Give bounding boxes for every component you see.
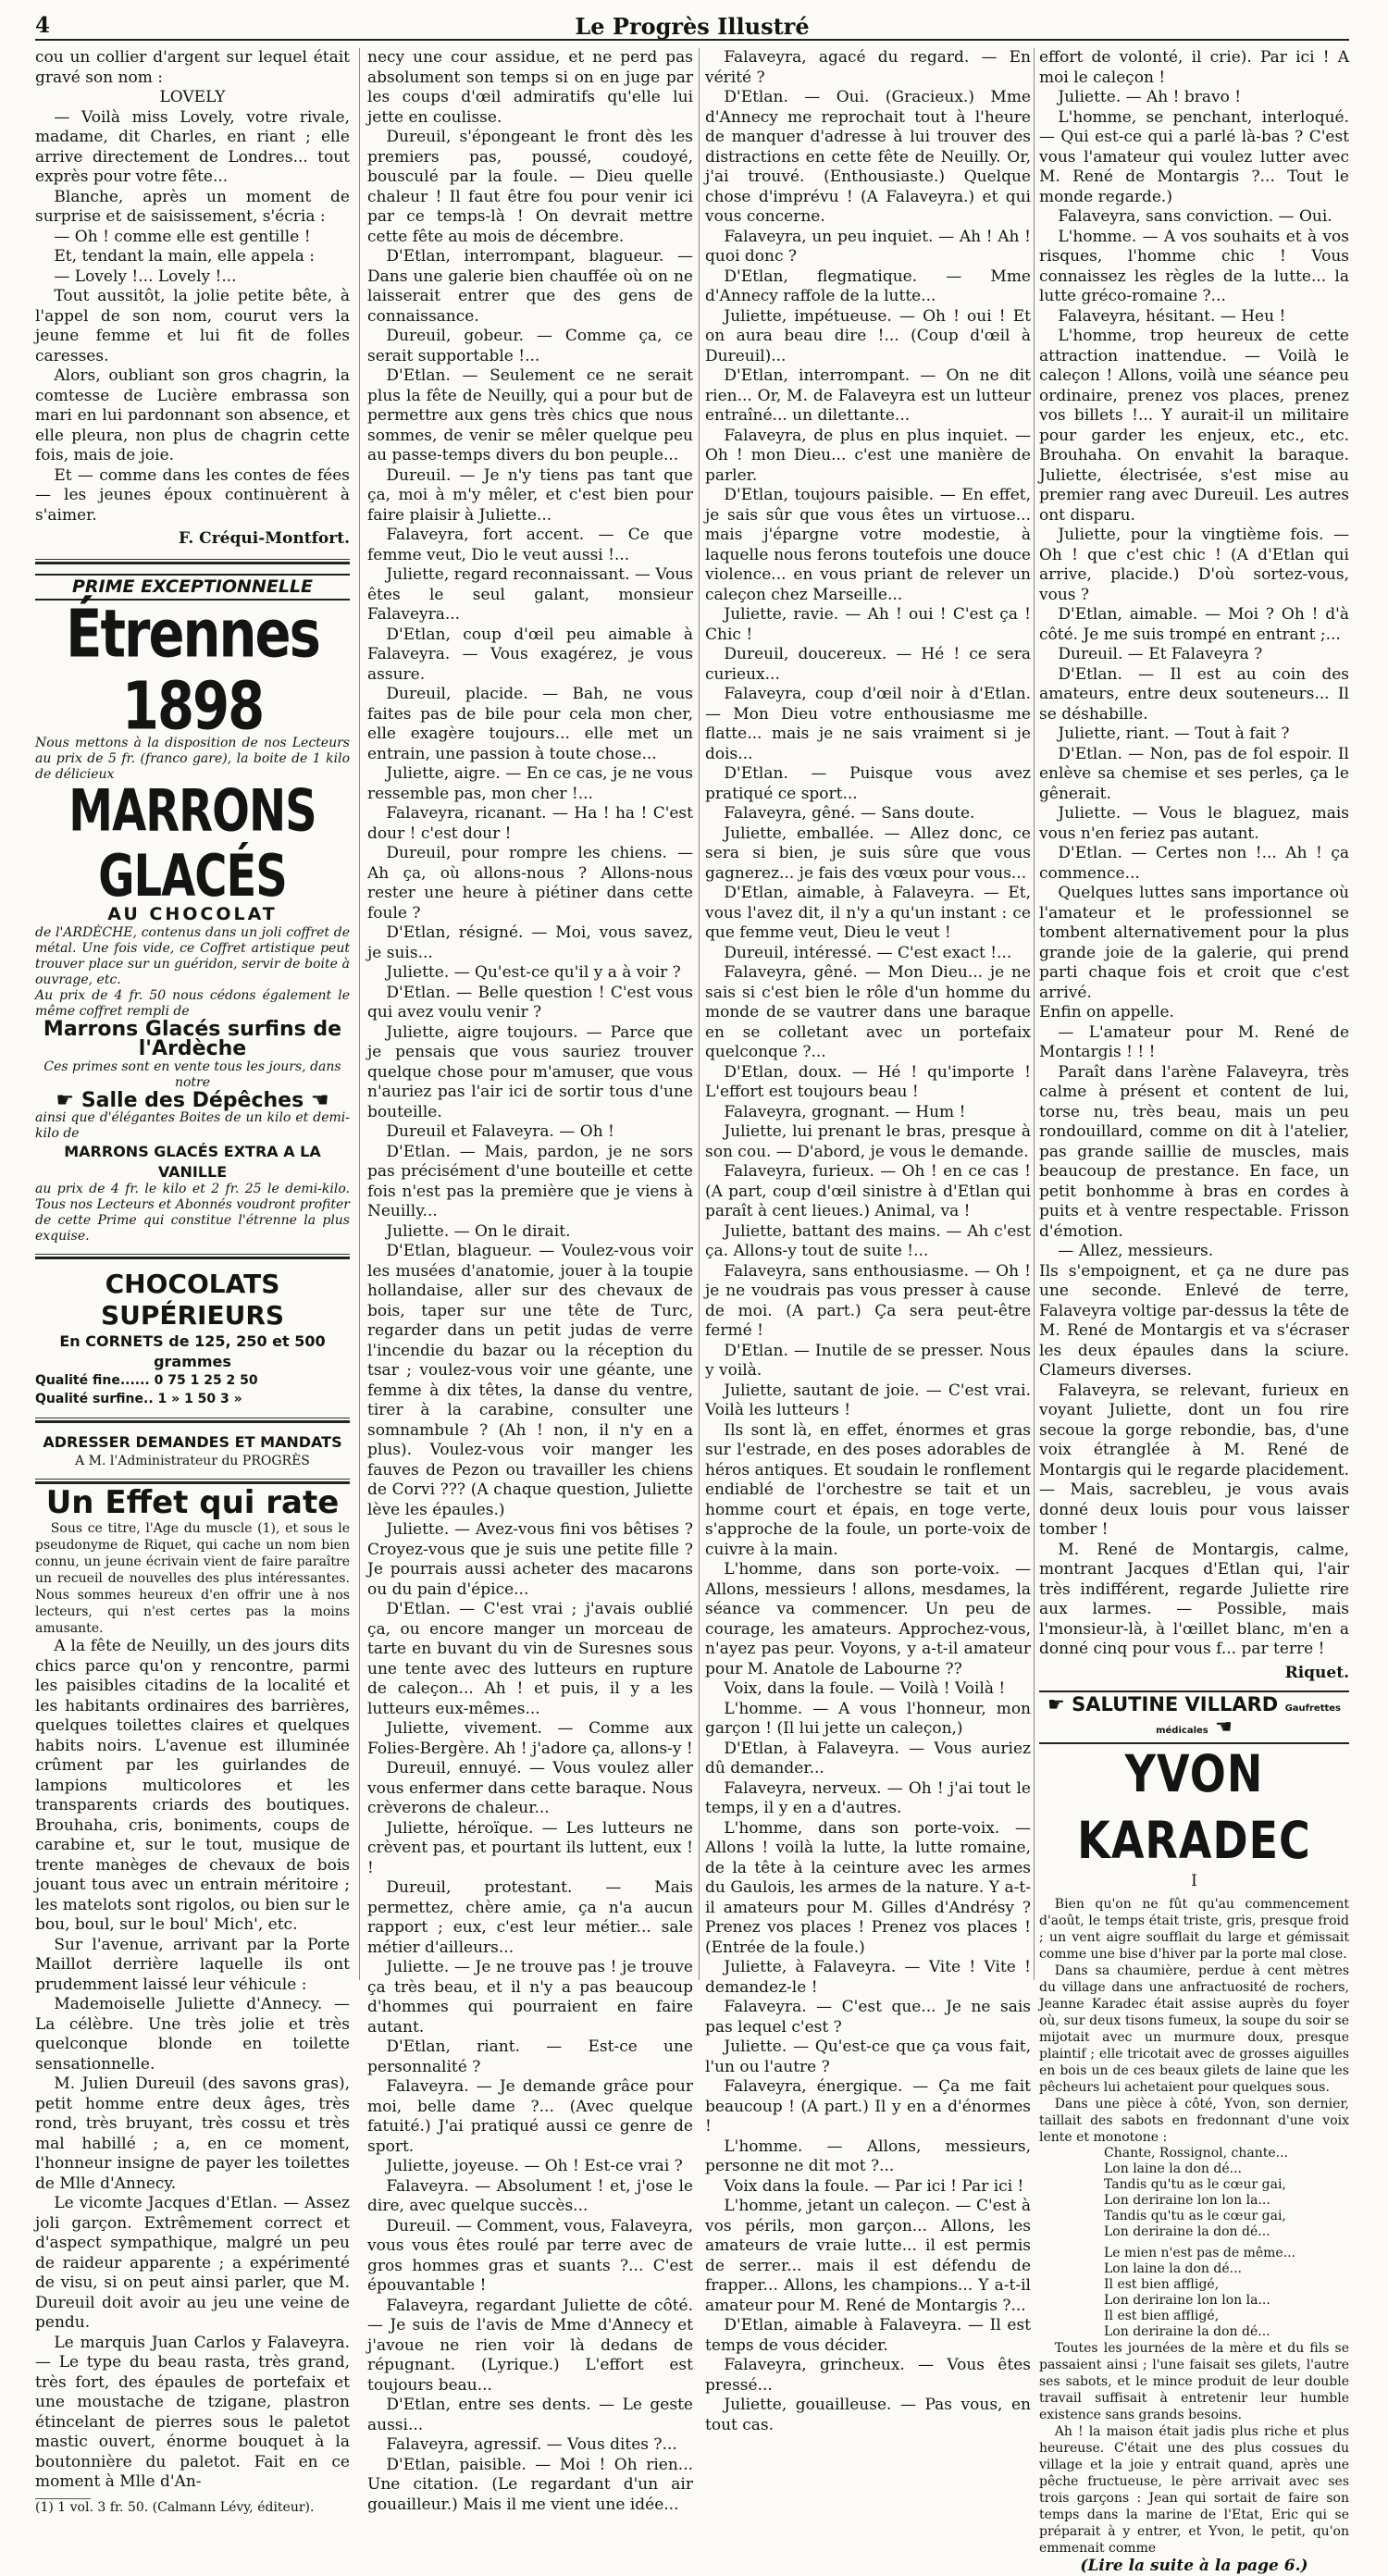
paragraph: D'Etlan, aimable. — Moi ? Oh ! d'à côté. Je me suis trompé en entrant ;... [1039,605,1349,645]
paragraph: D'Etlan, aimable à Falaveyra. — Il est temps de vous décider. [705,2316,1031,2356]
column-4 [1039,48,1349,1982]
paragraph: Juliette. — Avez-vous fini vos bêtises ? Croyez-vous que je suis une petite fille ? Je pourrais aussi acheter des macarons ou du pain d'épice... [367,1520,693,1600]
paragraph: L'homme, dans son porte-voix. — Allons, messieurs ! allons, mesdames, la séance va commencer. Un peu de courage, les amateurs. Approchez-vous, n'ayez pas peur. Voyons, y a-t-il amateur pour M. Anatole de Labourne ?? [705,1560,1031,1679]
pointing-hand-icon: ☚ [304,1089,328,1112]
verse-line: Lon deriraine la don dé... [1104,2224,1349,2240]
paragraph: Le vicomte Jacques d'Etlan. — Assez joli garçon. Extrêmement correct et d'aspect sympathique, malgré un peu de raideur apparente ; a expérimenté de visu, si on peut ainsi parler, que M. Dureuil doit avoir au jeu une veine de pendu. [35,2194,350,2334]
paragraph: Dureuil. — Comment, vous, Falaveyra, vous vous êtes roulé par terre avec de gros hommes gras et suants ?... C'est épouvantable ! [367,2217,693,2297]
salutine-advertisement [1039,1690,1349,1744]
paragraph: Juliette. — Ah ! bravo ! [1039,88,1349,108]
story-intro: Sous ce titre, l'Age du muscle (1), et sous le pseudonyme de Riquet, qui cache un nom bien connu, un jeune écrivain vient de faire paraître un recueil de nouvelles des plus intéressantes. Nous sommes heureux d'en offrir une à nos lecteurs, qui n'est certes pas la moins amusante. [35,1520,350,1637]
paragraph: Le marquis Juan Carlos y Falaveyra. — Le type du beau rasta, très grand, très fort, des épaules de portefaix et une moustache de tzigane, plastron étincelant de pierres sous le paletot mastic ouvert, énorme bouquet à la boutonnière du paletot. Fait en ce moment à Mlle d'An- [35,2334,350,2493]
paragraph: Dureuil, intéressé. — C'est exact !... [705,944,1031,964]
paragraph: Falaveyra, sans conviction. — Oui. [1039,207,1349,228]
verse-line: Lon deriraine lon lon la... [1104,2193,1349,2209]
ad-adresser: ADRESSER DEMANDES ET MANDATS [35,1432,350,1453]
paragraph: L'homme, trop heureux de cette attraction inattendue. — Voilà le caleçon ! Allons, voilà une séance peu ordinaire, prenez vos places, prenez vos billets !... Y aurait-il un militaire pour garder les enjeux, etc., etc. Brouhaha. On envahit la baraque. Juliette, électrisée, s'est mise au premier rang avec Dureuil. Les autres ont disparu. [1039,327,1349,526]
ad-banner: PRIME EXCEPTIONNELLE [35,574,350,601]
paragraph: D'Etlan, résigné. — Moi, vous savez, je suis... [367,923,693,963]
paragraph: Paraît dans l'arène Falaveyra, très calme à présent et content de lui, torse nu, très beau, mais un peu rondouillard, comme on dit à l'atelier, pas grande saillie de muscles, mais beaucoup de prestance. En face, un petit bonhomme à bras en cordes à puits et à ventre respectable. Frisson d'émotion. [1039,1063,1349,1243]
price-values: 0 75 1 25 2 50 [155,1373,258,1388]
paragraph: D'Etlan, riant. — Est-ce une personnalité ? [367,2037,693,2077]
paragraph: Falaveyra, énergique. — Ça me fait beaucoup ! (A part.) Il y en a d'énormes ! [705,2077,1031,2137]
divider [35,1479,350,1484]
verse-line: Tandis qu'tu as le cœur gai, [1104,2209,1349,2224]
column-rule [359,48,360,1980]
paragraph: Ils s'empoignent, et ça ne dure pas une seconde. Enlevé de terre, Falaveyra voltige par-dessus la tête de M. René de Montargis et va s'écraser les deux épaules dans la sciure. Clameurs diverses. [1039,1262,1349,1381]
paragraph: Juliette, joyeuse. — Oh ! Est-ce vrai ? [367,2157,693,2177]
paragraph: D'Etlan, interrompant. — On ne dit rien... Or, M. de Falaveyra est un lutteur entraîné... un dilettante... [705,366,1031,427]
column-rule [1034,48,1035,1980]
ad-offer: Nous mettons à la disposition de nos Lecteurs au prix de 5 fr. (franco gare), la boite de 1 kilo de délicieux [35,736,350,783]
paragraph: Juliette. — Qu'est-ce qu'il y a à voir ? [367,963,693,984]
price-values: 1 » 1 50 3 » [158,1392,242,1406]
paragraph: — Lovely !... Lovely !... [35,267,350,288]
paragraph: Falaveyra, coup d'œil noir à d'Etlan. — Mon Dieu votre enthousiasme me flatte... mais je ne sais vraiment si je dois... [705,685,1031,764]
price-label: Qualité fine...... [35,1373,150,1388]
paragraph: Tout aussitôt, la jolie petite bête, à l'appel de son nom, courut vers la jeune femme et lui fit de folles caresses. [35,287,350,366]
paragraph: Dureuil, placide. — Bah, ne vous faites pas de bile pour cela mon cher, elle exagère toujours... elle met un entrain, une passion à toute chose... [367,685,693,764]
journal-title: Le Progrès Illustré [35,13,1349,40]
paragraph: D'Etlan, toujours paisible. — En effet, je sais sûr que vous êtes un virtuose... mais j'épargne votre modestie, à laquelle nous ferons toutefois une douce violence... en vous priant de relever un caleçon chez Marseille... [705,486,1031,605]
paragraph: D'Etlan. — Belle question ! C'est vous qui avez voulu venir ? [367,984,693,1023]
paragraph: Falaveyra, sans enthousiasme. — Oh ! je ne voudrais pas vous presser à cause de moi. (A part.) Ça sera peut-être fermé ! [705,1262,1031,1342]
paragraph: D'Etlan, blagueur. — Voulez-vous voir les musées d'anatomie, jouer à la toupie hollandaise, aller sur des chevaux de bois, taper sur une tête de Turc, regarder dans un petit judas de verre l'incendie du bazar ou la réception du tsar ; voulez-vous voir une géante, une femme à dix têtes, la danse du ventre, tirer à la carabine, consulter une somnambule ? (Ah ! non, il n'y en a plus). Voulez-vous voir manger les fauves de Pezon ou travailler les chiens de Corvi ??? (A chaque question, Juliette lève les épaules.) [367,1242,693,1520]
paragraph: D'Etlan. — Certes non !... Ah ! ça commence... [1039,844,1349,884]
collar-name: LOVELY [35,88,350,108]
paragraph: D'Etlan. — Mais, pardon, je ne sors pas précisément d'une bouteille et cette fois n'est pas la première que je viens à Neuilly... [367,1143,693,1222]
paragraph: Falaveyra, furieux. — Oh ! en ce cas ! (A part, coup d'œil sinistre à d'Etlan qui paraît à cent lieues.) Animal, va ! [705,1162,1031,1222]
paragraph: D'Etlan. — Il est au coin des amateurs, entre deux souteneurs... Il se déshabille. [1039,665,1349,725]
paragraph: Falaveyra, se relevant, furieux en voyant Juliette, dont un fou rire secoue la gorge rebondie, bas, d'une voix étranglée à M. René de Montargis qui le regarde placidement. — Mais, sacrebleu, je vous avais donné deux louis pour vous laisser tomber ! [1039,1381,1349,1541]
paragraph: L'homme, se penchant, interloqué. — Qui est-ce qui a parlé là-bas ? C'est vous l'amateur qui voulez lutter avec M. René de Montargis ?... Tout le monde regarde.) [1039,108,1349,208]
paragraph: D'Etlan, flegmatique. — Mme d'Annecy raffole de la lutte... [705,267,1031,307]
ad-chocolats-heading: CHOCOLATS SUPÉRIEURS [35,1269,350,1331]
paragraph: Alors, oubliant son gros chagrin, la comtesse de Lucière embrassa son mari en lui pardonnant son absence, et elle pleura, non plus de chagrin cette fois, mais de joie. [35,366,350,466]
paragraph: cou un collier d'argent sur lequel était gravé son nom : [35,48,350,88]
paragraph: D'Etlan, entre ses dents. — Le geste aussi... [367,2396,693,2435]
paragraph: Falaveyra, de plus en plus inquiet. — Oh ! mon Dieu... c'est une manière de parler. [705,427,1031,487]
paragraph: Dans une pièce à côté, Yvon, son dernier, taillait des sabots en fredonnant d'une voix lente et monotone : [1039,2096,1349,2146]
paragraph: Juliette, sautant de joie. — C'est vrai. Voilà les lutteurs ! [705,1381,1031,1421]
verse-line: Le mien n'est pas de même... [1104,2246,1349,2261]
paragraph: Juliette, pour la vingtième fois. — Oh ! que c'est chic ! (A d'Etlan qui arrive, placide.) D'où sortez-vous, vous ? [1039,526,1349,605]
column-3 [705,48,1031,1982]
paragraph: Enfin on appelle. [1039,1003,1349,1023]
paragraph: L'homme. — A vos souhaits et à vos risques, l'homme chic ! Vous connaissez les règles de la lutte... la lutte gréco-romaine ?... [1039,228,1349,307]
page-number: 4 [35,13,50,38]
paragraph: Juliette, à Falaveyra. — Vite ! Vite ! demandez-le ! [705,1958,1031,1998]
ad-salle-depeches [35,1091,350,1111]
paragraph: Falaveyra. — C'est que... Je ne sais pas lequel c'est ? [705,1998,1031,2037]
paragraph: Blanche, après un moment de surprise et de saisissement, s'écria : [35,188,350,228]
paragraph: D'Etlan. — Puisque vous avez pratiqué ce sport... [705,764,1031,804]
marrons-advertisement [35,574,350,1484]
paragraph: Juliette, vivement. — Comme aux Folies-Bergère. Ah ! j'adore ça, allons-y ! [367,1719,693,1759]
paragraph: Dans sa chaumière, perdue à cent mètres du village dans une anfractuosité de rochers, Jeanne Karadec était assise auprès du foyer où, sur deux tisons fumeux, la soupe du soir se mijotait avec un murmure doux, presque plaintif ; elle tricotait avec de grosses aiguilles en bois un de ces beaux gilets de laine que les pêcheurs lui achetaient pour quelques sous. [1039,1963,1349,2096]
ad-extra-vanille: MARRONS GLACÉS EXTRA A LA VANILLE [35,1142,350,1182]
paragraph: Falaveyra, gêné. — Sans doute. [705,804,1031,824]
paragraph: D'Etlan, doux. — Hé ! qu'importe ! L'effort est toujours beau ! [705,1063,1031,1103]
paragraph: Juliette, ravie. — Ah ! oui ! C'est ça ! Chic ! [705,605,1031,645]
serial-title: YVON KARADEC [1039,1740,1349,1874]
story-title: Un Effet qui rate [35,1493,350,1514]
paragraph: Falaveyra, un peu inquiet. — Ah ! Ah ! quoi donc ? [705,228,1031,267]
chapter-number: I [1039,1872,1349,1892]
paragraph: Juliette, lui prenant le bras, presque à son cou. — D'abord, je vous le demande. [705,1122,1031,1162]
paragraph: Dureuil, pour rompre les chiens. — Ah ça, où allons-nous ? Allons-nous rester une heure à piétiner dans cette foule ? [367,844,693,923]
paragraph: Falaveyra, grincheux. — Vous êtes pressé... [705,2356,1031,2396]
page-header [35,7,1349,41]
ad-sale-note: Ces primes sont en vente tous les jours, dans notre [35,1059,350,1091]
paragraph: Dureuil et Falaveyra. — Oh ! [367,1122,693,1143]
paragraph: Quelques luttes sans importance où l'amateur et le professionnel se tombent alternativement pour la plus grande joie de la galerie, qui prend parti chaque fois et croit que c'est arrivé. [1039,884,1349,1003]
paragraph: Voix, dans la foule. — Voilà ! Voilà ! [705,1679,1031,1700]
continued-note: (Lire la suite à la page 6.) [1039,2557,1349,2576]
ad-etrennes-heading: Étrennes 1898 [35,599,350,744]
paragraph: D'Etlan. — Non, pas de fol espoir. Il enlève sa chemise et ses perles, ça le gênerait. [1039,745,1349,805]
ad-boxes-note: ainsi que d'élégantes Boites de un kilo et demi-kilo de [35,1110,350,1142]
pointing-hand-icon: ☛ [1047,1693,1072,1715]
paragraph: Juliette, gouailleuse. — Pas vous, en tout cas. [705,2396,1031,2435]
paragraph: Falaveyra, ricanant. — Ha ! ha ! C'est dour ! c'est dour ! [367,804,693,844]
divider [35,559,350,564]
paragraph: D'Etlan, interrompant, blagueur. — Dans une galerie bien chauffée où on ne laisserait entrer que des gens de connaissance. [367,247,693,327]
ad-salle-label: Salle des Dépêches [81,1089,304,1112]
paragraph: D'Etlan. — Seulement ce ne serait plus la fête de Neuilly, qui a pour but de permettre aux gens très chics que nous sommes, de venir se mêler quelque peu au passe-temps divers du bon peuple... [367,366,693,466]
paragraph: Dureuil. — Je n'y tiens pas tant que ça, moi à m'y mêler, et c'est bien pour faire plaisir à Juliette... [367,466,693,526]
paragraph: Et, tendant la main, elle appela : [35,247,350,267]
paragraph: Juliette, aigre. — En ce cas, je ne vous ressemble pas, mon cher !... [367,764,693,804]
price-row-fine [35,1371,350,1390]
paragraph: Falaveyra, nerveux. — Oh ! j'ai tout le temps, il y en a d'autres. [705,1779,1031,1819]
paragraph: Dureuil. — Et Falaveyra ? [1039,645,1349,665]
verse-line: Lon laine la don dé... [1104,2261,1349,2277]
paragraph: — L'amateur pour M. René de Montargis ! ! ! [1039,1023,1349,1063]
divider [35,1418,350,1423]
paragraph: effort de volonté, il crie). Par ici ! A moi le caleçon ! [1039,48,1349,88]
paragraph: Falaveyra. — Je demande grâce pour moi, belle dame ?... (Avec quelque fatuité.) J'ai pratiqué aussi ce genre de sport. [367,2077,693,2157]
price-label: Qualité surfine.. [35,1392,154,1406]
paragraph: Dureuil, doucereux. — Hé ! ce sera curieux... [705,645,1031,685]
paragraph: D'Etlan. — C'est vrai ; j'avais oublié ça, ou encore manger un morceau de tarte en buvant du vin de Suresnes sous une tente avec des lutteurs en rupture de caleçon... Ah ! et puis, il y a les lutteurs eux-mêmes... [367,1600,693,1719]
column-rule [699,48,700,1980]
paragraph: Bien qu'on ne fût qu'au commencement d'août, le temps était triste, gris, presque froid ; un vent aigre soufflait du large et gémissait comme une bise d'hiver par la porte mal close. [1039,1896,1349,1963]
paragraph: D'Etlan, à Falaveyra. — Vous auriez dû demander... [705,1740,1031,1779]
verse-line: Lon deriraine la don dé... [1104,2324,1349,2340]
paragraph: — Voilà miss Lovely, votre rivale, madame, dit Charles, en riant ; elle arrive directement de Londres... tout exprès pour votre fête... [35,108,350,188]
paragraph: Falaveyra. — Absolument ! et, j'ose le dire, avec quelque succès... [367,2177,693,2217]
paragraph: necy une cour assidue, et ne perd pas absolument son temps si on en juge par les coups d'œil admiratifs qu'elle lui jette en coulisse. [367,48,693,128]
paragraph: Juliette, héroïque. — Les lutteurs ne crèvent pas, et pourtant ils luttent, eux ! ! [367,1819,693,1879]
paragraph: D'Etlan. — Inutile de se presser. Nous y voilà. [705,1342,1031,1381]
paragraph: L'homme, dans son porte-voix. — Allons ! voilà la lutte, la lutte romaine, de la tête à la ceinture avec les armes du Gaulois, les armes de la nature. Y a-t-il amateurs pour M. Gilles d'Andrésy ? Prenez vos places ! Prenez vos places ! (Entrée de la foule.) [705,1819,1031,1959]
column-2 [367,48,693,1982]
paragraph: Falaveyra, agressif. — Vous dites ?... [367,2435,693,2456]
paragraph: Ils sont là, en effet, énormes et gras sur l'estrade, en des poses adorables de héros antiques. Et soudain le ronflement endiablé de l'orchestre se tait et un homme court et épais, en toge verte, s'approche de la foule, un porte-voix de cuivre à la main. [705,1421,1031,1561]
verse-line: Il est bien affligé, [1104,2277,1349,2293]
paragraph: Falaveyra, gêné. — Mon Dieu... je ne sais si c'est bien le rôle d'un homme du monde de se vautrer dans une baraque en se colletant avec un portefaix quelconque ?... [705,963,1031,1063]
paragraph: Juliette, battant des mains. — Ah c'est ça. Allons-y tout de suite !... [705,1222,1031,1262]
paragraph: Falaveyra, regardant Juliette de côté. — Je suis de l'avis de Mme d'Annecy et j'avoue ne rien voir là dedans de répugnant. (Lyrique.) L'effort est toujours beau... [367,2297,693,2396]
ad-cornets: En CORNETS de 125, 250 et 500 grammes [35,1331,350,1371]
ad-description: de l'ARDÈCHE, contenus dans un joli coffret de métal. Une fois vide, ce Coffret artistique peut trouver place sur un guéridon, servir de boite à ouvrage, etc. [35,925,350,988]
verse-line: Il est bien affligé, [1104,2309,1349,2324]
signature: Riquet. [1039,1664,1349,1684]
paragraph: Et — comme dans les contes de fées — les jeunes époux continuèrent à s'aimer. [35,466,350,526]
paragraph: Falaveyra, fort accent. — Ce que femme veut, Dio le veut aussi !... [367,526,693,565]
paragraph: Falaveyra, agacé du regard. — En vérité ? [705,48,1031,88]
paragraph: D'Etlan, coup d'œil peu aimable à Falaveyra. — Vous exagérez, je vous assure. [367,625,693,686]
paragraph: Juliette, riant. — Tout à fait ? [1039,724,1349,745]
paragraph: D'Etlan. — Oui. (Gracieux.) Mme d'Annecy me reprochait tout à l'heure de manquer d'adresse à lui trouver des distractions en cette fête de Neuilly. Or, j'ai trouvé. (Enthousiaste.) Quelque chose d'imprévu ! (A Falaveyra.) et qui vous concerne. [705,88,1031,228]
paragraph: Juliette. — Je ne trouve pas ! je trouve ça très beau, et il n'y a pas beaucoup d'hommes qui pourraient en faire autant. [367,1958,693,2037]
paragraph: L'homme, jetant un caleçon. — C'est à vos périls, mon garçon... Allons, les amateurs de vraie lutte... il est permis de serrer... mais il est défendu de frapper... Allons, les champions... Y a-t-il amateur pour M. René de Montargis ?... [705,2197,1031,2316]
paragraph: Dureuil, protestant. — Mais permettez, chère amie, ça n'a aucun rapport ; eux, c'est leur métier... sale métier d'ailleurs... [367,1878,693,1958]
paragraph: Toutes les journées de la mère et du fils se passaient ainsi ; l'une faisait ses gilets, l'autre ses sabots, et le mince produit de leur double travail suffisait à entretenir leur humble existence sans grands besoins. [1039,2340,1349,2423]
verse-line: Lon deriraine lon lon la... [1104,2293,1349,2309]
salutine-sub: Gaufrettes médicales [1156,1703,1341,1736]
ad-marrons-surfins: Marrons Glacés surfins de l'Ardèche [35,1020,350,1059]
paragraph: Juliette. — On le dirait. [367,1222,693,1243]
paragraph: — Oh ! comme elle est gentille ! [35,228,350,248]
paragraph: Ah ! la maison était jadis plus riche et plus heureuse. C'était une des plus cossues du village et la joie y entrait quand, après une pêche fructueuse, le père arrivait avec ses trois garçons : Jean qui sortait de faire son temps dans la marine de l'Etat, Eric qui se préparait à y entrer, et Yvon, le petit, qu'on emmenait comme [1039,2423,1349,2557]
divider [35,1254,350,1259]
pointing-hand-icon: ☛ [56,1089,81,1112]
paragraph: Juliette, impétueuse. — Oh ! oui ! Et on aura beau dire !... (Coup d'œil à Dureuil)... [705,307,1031,367]
paragraph: D'Etlan, aimable, à Falaveyra. — Et, vous l'avez dit, il n'y a qu'un instant : ce que femme veut, Dieu le veut ! [705,884,1031,944]
footnote: (1) 1 vol. 3 fr. 50. (Calmann Lévy, éditeur). [35,2499,350,2516]
salutine-label: SALUTINE VILLARD [1072,1693,1278,1715]
paragraph: Voix dans la foule. — Par ici ! Par ici ! [705,2177,1031,2198]
ad-price-note: Au prix de 4 fr. 50 nous cédons également le même coffret rempli de [35,988,350,1020]
paragraph: Falaveyra, grognant. — Hum ! [705,1103,1031,1123]
paragraph: Dureuil, ennuyé. — Vous voulez aller vous enfermer dans cette baraque. Nous crèverons de chaleur... [367,1759,693,1819]
ad-admin: A M. l'Administrateur du PROGRÈS [35,1453,350,1469]
paragraph: Sur l'avenue, arrivant par la Porte Maillot derrière laquelle ils ont prudemment laissé leur véhicule : [35,1936,350,1996]
signature: F. Créqui-Montfort. [35,529,350,550]
ad-au-chocolat: AU CHOCOLAT [35,905,350,925]
price-row-surfine [35,1390,350,1408]
paragraph: L'homme. — Allons, messieurs, personne ne dit mot ?... [705,2137,1031,2177]
paragraph: M. René de Montargis, calme, montrant Jacques d'Etlan qui, l'air très indifférent, regarde Juliette rire aux larmes. — Possible, mais l'monsieur-là, à l'œillet blanc, m'en a donné cinq pour vous f... par terre ! [1039,1541,1349,1660]
verse-line: Tandis qu'tu as le cœur gai, [1104,2177,1349,2193]
ad-extra-price: au prix de 4 fr. le kilo et 2 fr. 25 le demi-kilo. Tous nos Lecteurs et Abonnés voudront profiter de cette Prime qui constitue l'étrenne la plus exquise. [35,1182,350,1245]
paragraph: Juliette, regard reconnaissant. — Vous êtes le seul galant, monsieur Falaveyra... [367,565,693,625]
paragraph: D'Etlan, paisible. — Moi ! Oh rien... Une citation. (Le regardant d'un air gouailleur.) Mais il me vient une idée... [367,2456,693,2516]
paragraph: Juliette. — Vous le blaguez, mais vous n'en feriez pas autant. [1039,804,1349,844]
ad-marrons-heading: MARRONS GLACÉS [35,779,350,909]
paragraph: Falaveyra, hésitant. — Heu ! [1039,307,1349,328]
verse-line: Chante, Rossignol, chante... [1104,2146,1349,2161]
paragraph: Dureuil, s'épongeant le front dès les premiers pas, poussé, coudoyé, bousculé par la foule. — Dieu quelle chaleur ! Il faut être fou pour venir ici par ce temps-là ! On devrait mettre cette fête au mois de décembre. [367,128,693,247]
paragraph: Juliette. — Qu'est-ce que ça vous fait, l'un ou l'autre ? [705,2037,1031,2077]
paragraph: M. Julien Dureuil (des savons gras), petit homme entre deux âges, très rond, très bruyant, très cossu et très mal habillé ; a, en ce moment, l'honneur insigne de payer les toilettes de Mlle d'Annecy. [35,2074,350,2194]
pointing-hand-icon: ☚ [1208,1715,1233,1738]
paragraph: Juliette, emballée. — Allez donc, ce sera si bien, je suis sûre que vous gagnerez... je fais des vœux pour vous... [705,824,1031,885]
column-1 [35,48,350,1982]
paragraph: Juliette, aigre toujours. — Parce que je pensais que vous sauriez trouver quelque chose pour m'amuser, que vous n'auriez pas l'air ici de sortir tous d'une bouteille. [367,1023,693,1123]
paragraph: — Allez, messieurs. [1039,1242,1349,1262]
song-verse [1039,2146,1349,2340]
paragraph: Mademoiselle Juliette d'Annecy. — La célèbre. Une très jolie et très quelconque blonde en toilette sensationnelle. [35,1995,350,2074]
paragraph: A la fête de Neuilly, un des jours dits chics parce qu'on y rencontre, parmi les paisibles citadins de la localité et les habitants ordinaires des barrières, quelques toilettes claires et quelques habits noirs. L'avenue est illuminée crûment par les guirlandes de lampions multicolores et les transparents criards des boutiques. Brouhaha, cris, boniments, coups de carabine et, sur le tout, musique de trente manèges de chevaux de bois jouant tous avec un entrain méritoire ; les matelots sont rigolos, ou bien sur le bou, boul, sur le boul' Mich', etc. [35,1637,350,1936]
verse-line: Lon laine la don dé... [1104,2161,1349,2177]
paragraph: L'homme. — A vous l'honneur, mon garçon ! (Il lui jette un caleçon,) [705,1700,1031,1740]
paragraph: Dureuil, gobeur. — Comme ça, ce serait supportable !... [367,327,693,366]
